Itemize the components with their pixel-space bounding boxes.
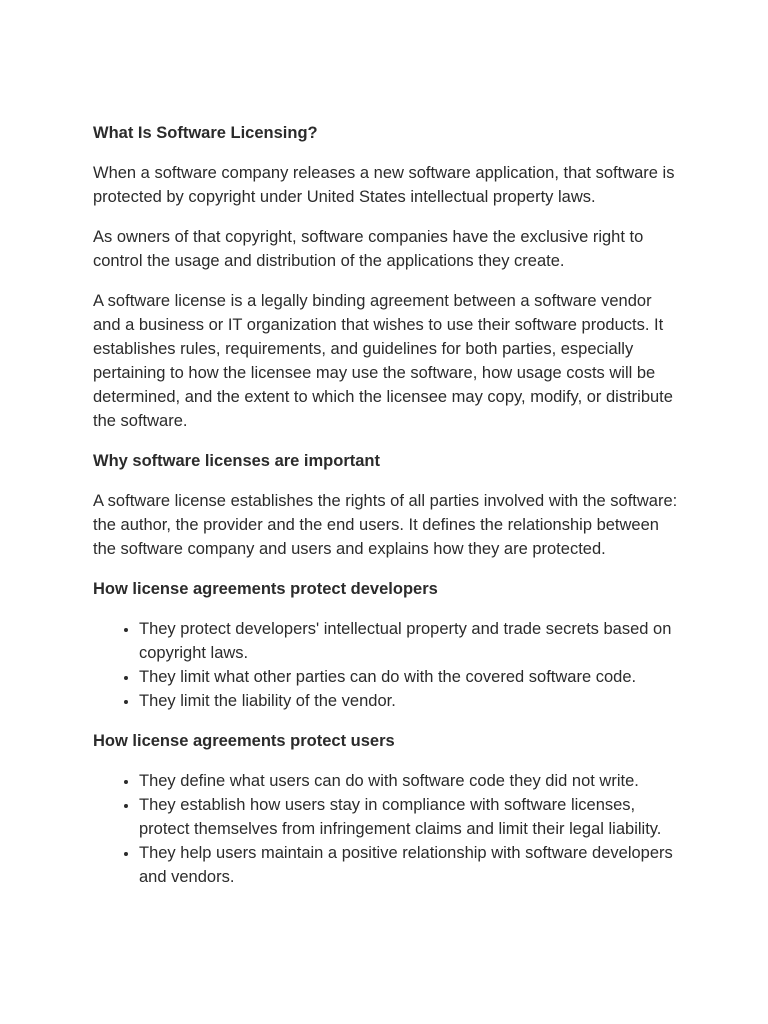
developer-protections-list [93, 617, 683, 713]
heading-why-licenses-important: Why software licenses are important [93, 452, 381, 470]
paragraph: A software license is a legally binding agreement between a software vendor and a business or IT organization that wishes to use their software products. It establishes rules, requirements, and guidelines for both parties, especially pertaining to how the licensee may use the software, how usage costs will be determined, and the extent to which the licensee may copy, modify, or distribute the software. [93, 292, 673, 430]
heading-protect-users: How license agreements protect users [93, 732, 395, 750]
paragraph: When a software company releases a new software application, that software is protected by copyright under United States intellectual property laws. [93, 164, 675, 206]
list-item: • They limit the liability of the vendor. [139, 689, 683, 713]
paragraph: A software license establishes the rights of all parties involved with the software: the author, the provider and the end users. It defines the relationship between the software company and users and explains how they are protected. [93, 492, 678, 558]
heading-protect-developers: How license agreements protect developers [93, 580, 438, 598]
heading-what-is-software-licensing: What Is Software Licensing? [93, 124, 318, 142]
user-protections-list [93, 769, 683, 889]
list-item: • They define what users can do with software code they did not write. [139, 769, 683, 793]
list-item: • They establish how users stay in compliance with software licenses, protect themselves from infringement claims and limit their legal liability. [139, 793, 683, 841]
document-page [93, 121, 683, 905]
list-item: • They limit what other parties can do with the covered software code. [139, 665, 683, 689]
list-item: • They protect developers' intellectual property and trade secrets based on copyright laws. [139, 617, 683, 665]
list-item: • They help users maintain a positive relationship with software developers and vendors. [139, 841, 683, 889]
paragraph: As owners of that copyright, software companies have the exclusive right to control the usage and distribution of the applications they create. [93, 228, 644, 270]
